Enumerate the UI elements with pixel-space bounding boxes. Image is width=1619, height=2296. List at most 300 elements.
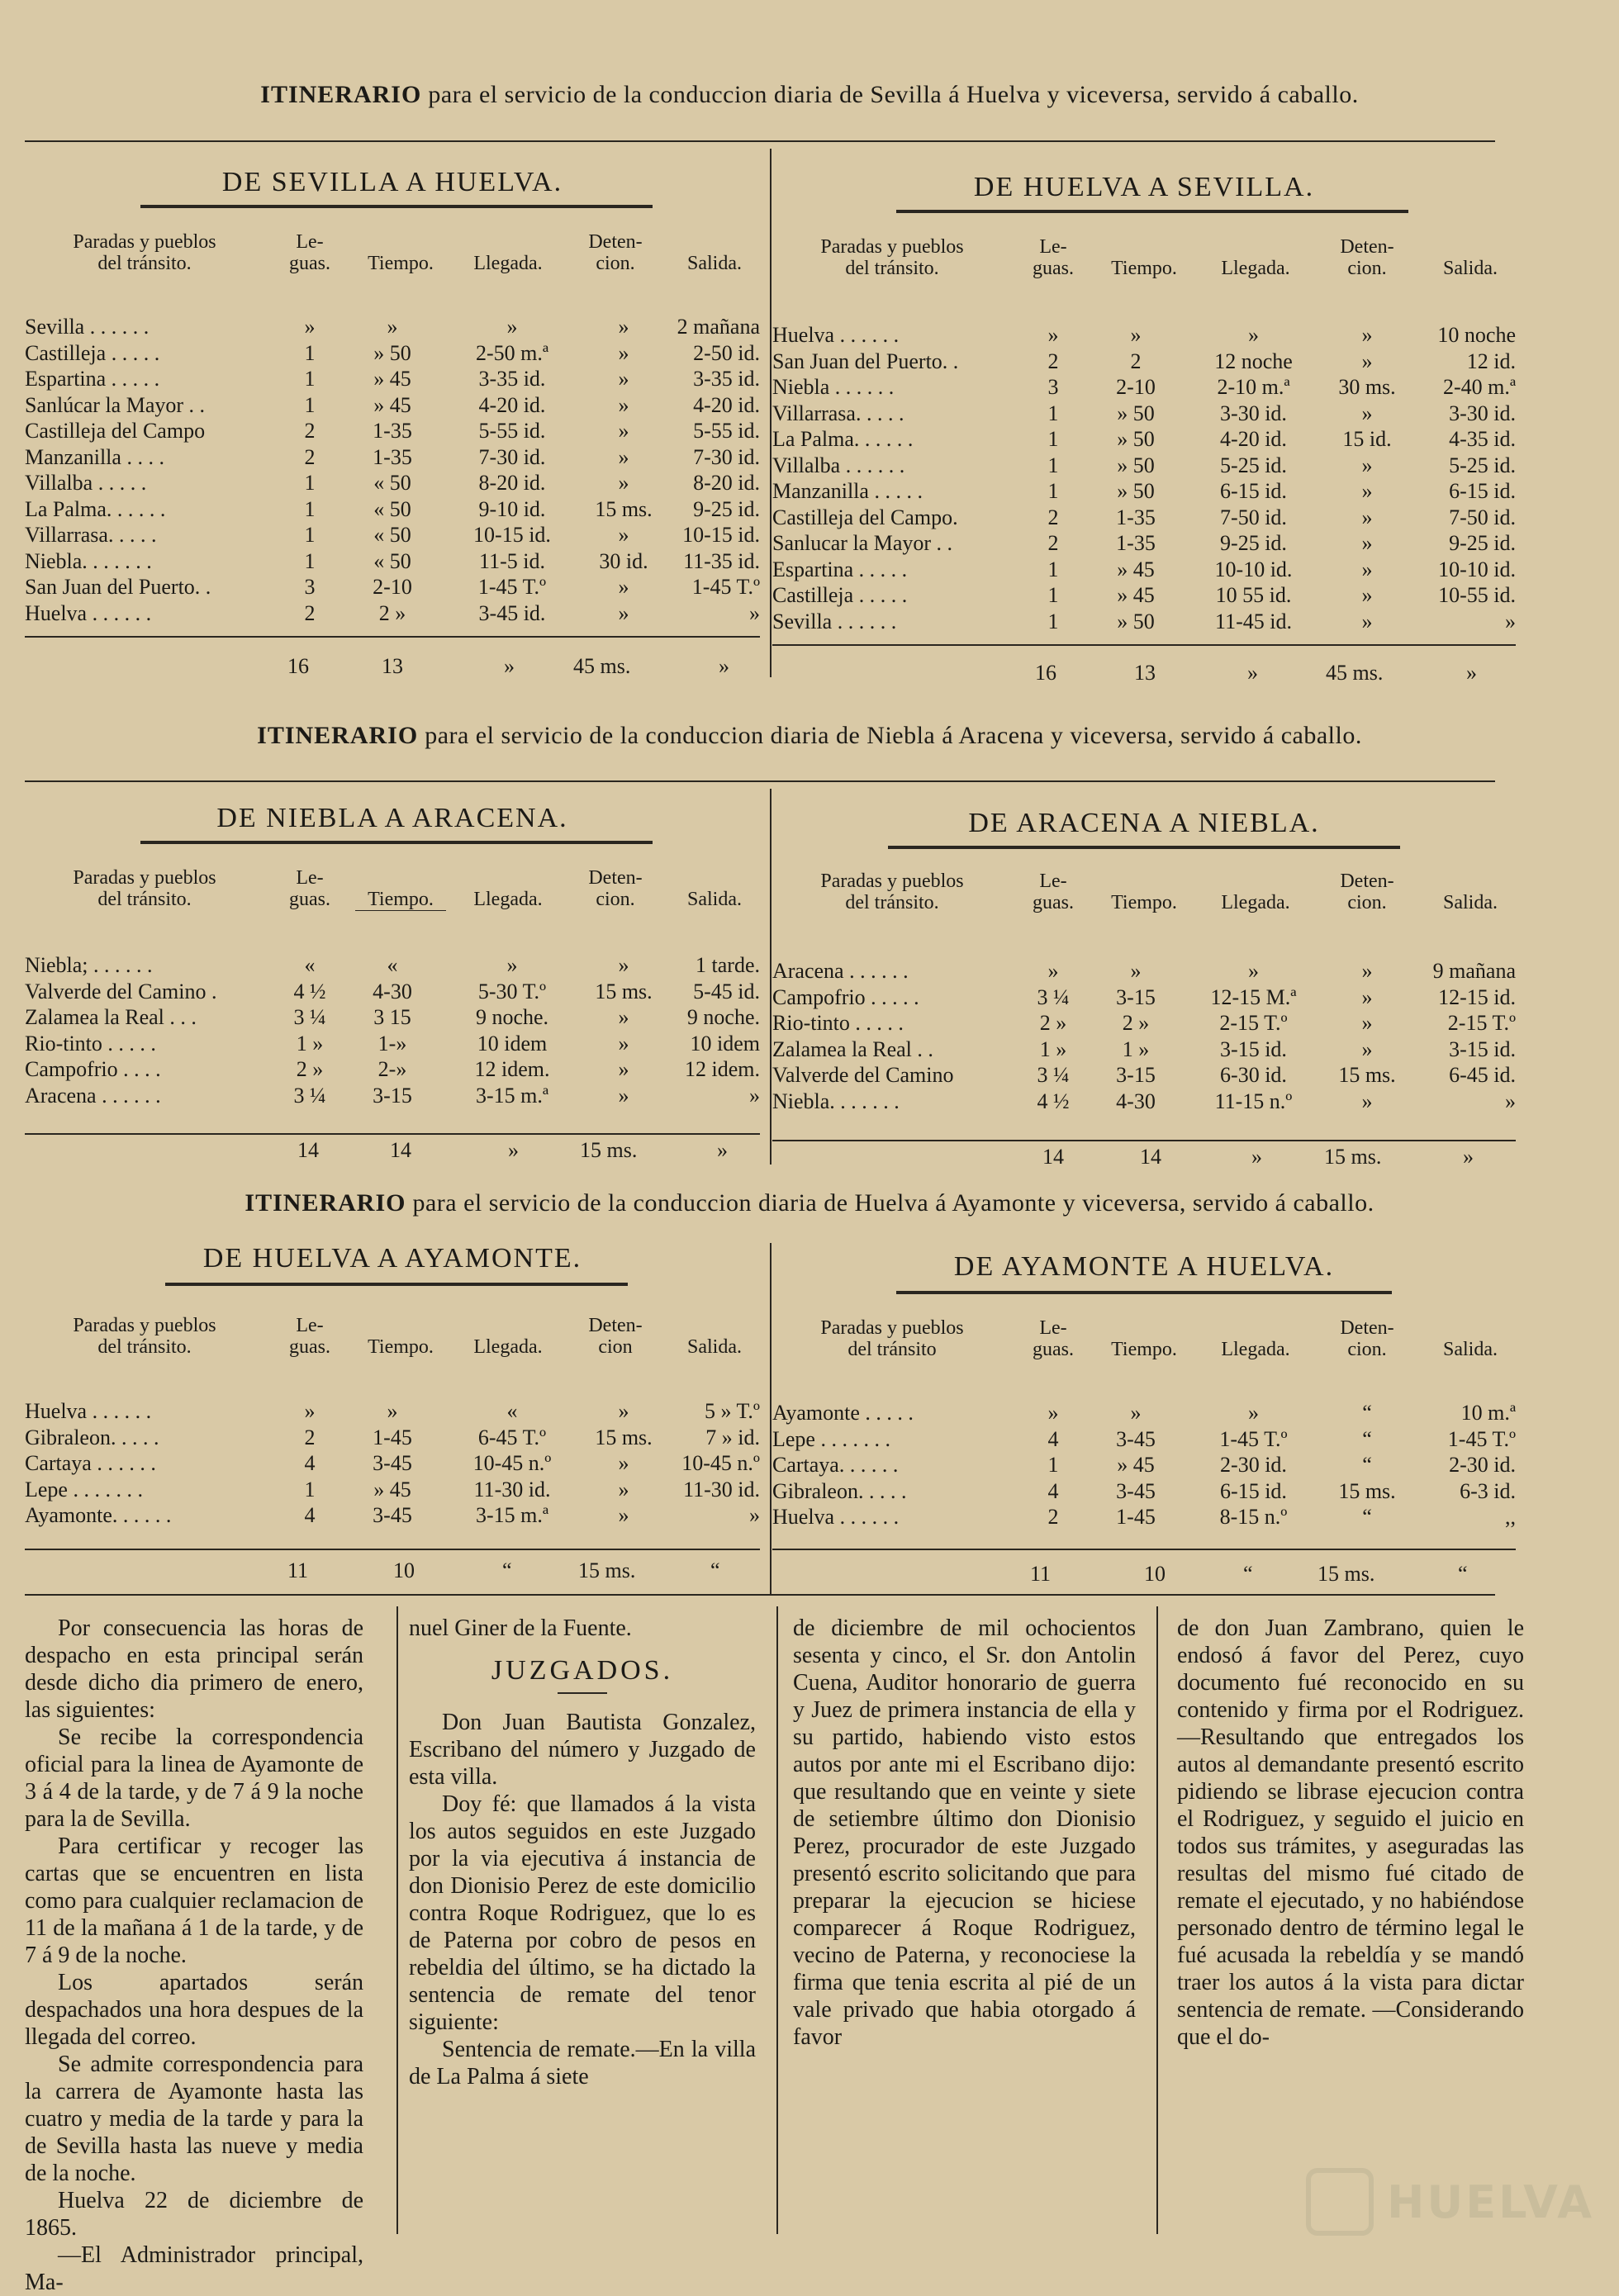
salida-cell: 4-35 id. <box>1449 427 1516 451</box>
sentence-column <box>793 1615 1136 2051</box>
detencion-cell: » <box>1361 453 1373 477</box>
detencion-cell: » <box>1361 959 1373 983</box>
table-row <box>25 340 760 367</box>
place-cell: Castilleja . . . . . <box>772 583 908 607</box>
salida-cell: 9 mañana <box>1432 959 1516 983</box>
llegada-cell: 11-5 id. <box>479 548 545 573</box>
salida-cell: 1-45 T.º <box>691 575 760 599</box>
place-cell: Huelva . . . . . . <box>772 1505 900 1529</box>
col-head-salida: Salida. <box>687 253 742 274</box>
table-row <box>25 1477 760 1503</box>
col-head-places: Paradas y pueblos del tránsito. <box>73 231 216 274</box>
leguas-cell: 1 <box>304 340 316 365</box>
tiempo-cell: 2-» <box>377 1057 407 1081</box>
detencion-cell: » <box>618 1451 629 1475</box>
col-head-detencion: Deten- cion. <box>1340 870 1394 913</box>
col-head-llegada: Llegada. <box>473 253 543 274</box>
paragraph: Doy fé: que llamados á la vista los autos seguidos en este Juzgado por la via ejecutiva á instancia de don Dionisio Perez de este domicilio contra Roque Rodriguez, que lo es de Paterna por cobro de pesos en rebeldia del último, se ha dictado la sentencia de remate del tenor siguiente: <box>409 1791 756 2035</box>
itinerary-title <box>0 722 1619 750</box>
llegada-cell: 1-45 T.º <box>477 575 547 599</box>
column-divider <box>396 1606 398 2234</box>
leguas-cell: 4 <box>1047 1426 1059 1451</box>
llegada-cell: 8-20 id. <box>478 471 546 495</box>
heading-rule <box>140 205 653 208</box>
salida-cell: 6-45 id. <box>1449 1063 1516 1087</box>
col-head-leguas: Le- guas. <box>289 1315 330 1358</box>
table-row <box>772 1452 1516 1478</box>
leguas-cell: 1 <box>1047 401 1059 425</box>
title-prefix: ITINERARIO <box>260 81 422 108</box>
place-cell: Huelva . . . . . . <box>25 1399 152 1423</box>
salida-cell: 1 tarde. <box>696 953 760 977</box>
detencion-cell: 15 ms. <box>595 1425 653 1449</box>
tiempo-cell: 3 15 <box>373 1005 411 1029</box>
detencion-cell: » <box>618 575 629 599</box>
heading-rule <box>140 841 653 844</box>
llegada-cell: 5-25 id. <box>1220 453 1287 477</box>
salida-cell: ,, <box>1505 1505 1516 1529</box>
tiempo-cell: 1 » <box>1122 1037 1150 1061</box>
place-cell: Lepe . . . . . . . <box>772 1426 890 1451</box>
paragraph: Se admite correspondencia para la carrera de Ayamonte hasta las cuatro y media de la tarde y para la de Sevilla hasta las nueve y media de la noche. <box>25 2052 363 2186</box>
llegada-cell: 3-15 m.ª <box>475 1503 549 1527</box>
detencion-cell: » <box>618 392 629 417</box>
leguas-cell: 2 <box>1047 1505 1059 1529</box>
place-cell: Zalamea la Real . . . <box>25 1005 197 1029</box>
salida-cell: 3-30 id. <box>1449 401 1516 425</box>
llegada-cell: 8-15 n.º <box>1219 1505 1288 1529</box>
llegada-cell: 11-45 id. <box>1215 609 1292 633</box>
llegada-cell: 11-30 id. <box>473 1477 551 1501</box>
llegada-cell: 12-15 M.ª <box>1210 984 1297 1009</box>
tiempo-cell: » 50 <box>1117 609 1155 633</box>
place-cell: Castilleja . . . . . <box>25 340 160 365</box>
leguas-cell: 1 <box>1047 609 1059 633</box>
llegada-cell: » <box>506 953 518 977</box>
detencion-cell: » <box>1361 349 1373 373</box>
salida-cell: 2 mañana <box>677 315 760 339</box>
llegada-cell: 2-15 T.º <box>1219 1011 1288 1035</box>
llegada-cell: 1-45 T.º <box>1219 1426 1288 1451</box>
place-cell: Niebla . . . . . . <box>772 375 895 399</box>
title-prefix: ITINERARIO <box>257 722 419 749</box>
detencion-cell: 15 id. <box>1342 427 1392 451</box>
tiempo-cell: 3-45 <box>373 1451 412 1475</box>
tiempo-cell: » <box>1130 959 1142 983</box>
table-row <box>25 1056 760 1083</box>
table-row <box>772 958 1516 984</box>
totals-rule <box>25 1133 760 1135</box>
tiempo-cell: 3-45 <box>373 1503 412 1527</box>
detencion-cell: » <box>618 1503 629 1527</box>
col-head-leguas: Le- guas. <box>289 867 330 910</box>
total-llegada: » <box>508 1138 519 1162</box>
leguas-cell: 4 <box>304 1503 316 1527</box>
tiempo-cell: » <box>1130 1401 1142 1425</box>
place-cell: Campofrio . . . . <box>25 1057 161 1081</box>
col-head-places: Paradas y pueblos del tránsito. <box>820 870 964 913</box>
col-head-tiempo: Tiempo. <box>368 1336 434 1358</box>
total-salida: “ <box>1458 1562 1468 1586</box>
llegada-cell: 7-50 id. <box>1220 505 1287 529</box>
leguas-cell: 1 <box>1047 583 1059 607</box>
salida-cell: » <box>749 1083 760 1108</box>
llegada-cell: 3-45 id. <box>478 600 546 625</box>
detencion-cell: » <box>1361 323 1373 347</box>
leguas-cell: 2 <box>1047 531 1059 555</box>
table-row <box>25 1425 760 1451</box>
leguas-cell: 1 <box>304 471 316 495</box>
leguas-cell: 1 <box>1047 557 1059 581</box>
total-salida: » <box>1463 1145 1474 1169</box>
salida-cell: 10-10 id. <box>1438 557 1516 581</box>
salida-cell: 12 id. <box>1466 349 1516 373</box>
table-row <box>772 1062 1516 1089</box>
col-head-llegada: Llegada. <box>473 1336 543 1358</box>
salida-cell: 10-15 id. <box>682 523 760 547</box>
table-row <box>25 548 760 575</box>
leguas-cell: 4 <box>304 1451 316 1475</box>
place-cell: Castilleja del Campo. <box>772 505 958 529</box>
place-cell: Rio-tinto . . . . . <box>25 1031 156 1055</box>
col-head-leguas: Le- guas. <box>1033 236 1074 279</box>
col-head-detencion: Deten- cion <box>588 1315 643 1358</box>
detencion-cell: » <box>618 523 629 547</box>
archive-logo-icon <box>1306 2168 1374 2236</box>
table-row <box>772 1037 1516 1063</box>
salida-cell: 6-15 id. <box>1449 479 1516 503</box>
section-heading: JUZGADOS. <box>491 1655 674 1686</box>
table-row <box>25 522 760 548</box>
col-head-detencion: Deten- cion. <box>588 867 643 910</box>
table-row <box>25 979 760 1005</box>
detencion-cell: “ <box>1362 1401 1372 1425</box>
table-row <box>772 453 1516 479</box>
salida-cell: 2-30 id. <box>1449 1453 1516 1477</box>
detencion-cell: 30 id. <box>599 548 648 573</box>
total-salida: » <box>1466 661 1477 685</box>
total-detencion: 45 ms. <box>573 654 631 678</box>
watermark-text: HUELVA <box>1387 2175 1594 2228</box>
table-row <box>772 1400 1516 1426</box>
place-cell: San Juan del Puerto. . <box>25 575 211 599</box>
tiempo-cell: 1-35 <box>373 444 412 469</box>
col-head-salida: Salida. <box>1443 1339 1498 1360</box>
table-row <box>25 444 760 471</box>
tiempo-cell: » 50 <box>1117 453 1155 477</box>
salida-cell: 7-30 id. <box>693 444 760 469</box>
total-leguas: 11 <box>1030 1562 1052 1586</box>
salida-cell: 11-30 id. <box>683 1477 760 1501</box>
tiempo-cell: « 50 <box>373 496 411 521</box>
table-row <box>25 1031 760 1057</box>
continuation: nuel Giner de la Fuente. <box>409 1615 632 1641</box>
total-salida: » <box>717 1138 728 1162</box>
place-cell: Sevilla . . . . . . <box>25 315 150 339</box>
leguas-cell: 2 <box>304 419 316 443</box>
col-head-llegada: Llegada. <box>1221 258 1290 279</box>
itinerary-table <box>772 1400 1516 1530</box>
tiempo-cell: 1-35 <box>373 419 412 443</box>
tiempo-cell: » <box>1130 323 1142 347</box>
llegada-cell: 2-50 m.ª <box>475 340 549 365</box>
table-row <box>772 426 1516 453</box>
col-head-leguas: Le- guas. <box>1033 1317 1074 1360</box>
place-cell: Valverde del Camino . <box>25 979 217 1003</box>
leguas-cell: » <box>304 1399 316 1423</box>
leguas-cell: 4 <box>1047 1478 1059 1503</box>
detencion-cell: » <box>1361 1011 1373 1035</box>
salida-cell: 9-25 id. <box>1449 531 1516 555</box>
table-row <box>772 349 1516 375</box>
total-llegada: » <box>1247 661 1258 685</box>
llegada-cell: 4-20 id. <box>478 392 546 417</box>
place-cell: Campofrio . . . . . <box>772 984 919 1009</box>
detencion-cell: » <box>618 367 629 391</box>
place-cell: Gibraleon. . . . . <box>25 1425 159 1449</box>
llegada-cell: 3-35 id. <box>478 367 546 391</box>
col-head-tiempo: Tiempo. <box>368 253 434 274</box>
tiempo-cell: » 45 <box>1117 557 1155 581</box>
salida-cell: 6-3 id. <box>1460 1478 1516 1503</box>
llegada-cell: 7-30 id. <box>478 444 546 469</box>
col-head-detencion: Deten- cion. <box>1340 236 1394 279</box>
col-head-llegada: Llegada. <box>1221 1339 1290 1360</box>
llegada-cell: 6-45 T.º <box>477 1425 547 1449</box>
table-row <box>25 470 760 496</box>
leguas-cell: 3 ¼ <box>1037 984 1070 1009</box>
total-detencion: 45 ms. <box>1326 661 1384 685</box>
llegada-cell: 6-15 id. <box>1220 1478 1287 1503</box>
paragraph: Por consecuencia las horas de despacho en esta principal serán desde dicho dia primero de enero, las siguientes: <box>25 1615 363 1723</box>
detencion-cell: 30 ms. <box>1338 375 1396 399</box>
leguas-cell: 2 <box>1047 505 1059 529</box>
paragraph: Los apartados serán despachados una hora despues de la llegada del correo. <box>25 1970 363 2050</box>
llegada-cell: 9 noche. <box>475 1005 549 1029</box>
leguas-cell: 3 <box>304 575 316 599</box>
place-cell: Manzanilla . . . . <box>25 444 164 469</box>
llegada-cell: 10 55 id. <box>1215 583 1292 607</box>
title-rest: para el servicio de la conduccion diaria de Niebla á Aracena y viceversa, servido á caballo. <box>425 722 1362 749</box>
detencion-cell: » <box>1361 583 1373 607</box>
total-leguas: 14 <box>1042 1145 1064 1169</box>
total-salida: “ <box>710 1558 720 1582</box>
llegada-cell: 3-30 id. <box>1220 401 1287 425</box>
salida-cell: 1-45 T.º <box>1447 1426 1516 1451</box>
detencion-cell: 15 ms. <box>595 979 653 1003</box>
tiempo-cell: » 50 <box>373 340 411 365</box>
tiempo-cell: 1-45 <box>373 1425 412 1449</box>
place-cell: Sanlucar la Mayor . . <box>772 531 953 555</box>
table-row <box>772 401 1516 427</box>
tiempo-cell: 4-30 <box>1116 1089 1156 1113</box>
llegada-cell: » <box>1248 323 1259 347</box>
block-heading: DE AYAMONTE A HUELVA. <box>953 1251 1335 1282</box>
itinerary-block <box>772 785 1516 1169</box>
col-head-salida: Salida. <box>687 889 742 910</box>
table-row <box>772 1478 1516 1505</box>
place-cell: Villarrasa. . . . . <box>772 401 904 425</box>
totals-rule <box>772 1549 1516 1550</box>
salida-cell: 2-40 m.ª <box>1442 375 1516 399</box>
leguas-cell: » <box>1047 323 1059 347</box>
leguas-cell: 2 » <box>296 1057 324 1081</box>
col-head-places: Paradas y pueblos del tránsito. <box>73 1315 216 1358</box>
tiempo-cell: 3-15 <box>373 1083 412 1108</box>
table-row <box>25 392 760 419</box>
paragraph: de diciembre de mil ochocientos sesenta y cinco, el Sr. don Antolin Cuena, Auditor honorario de guerra y Juez de primera instancia de ella y su partido, habiendo visto estos autos por ante mi el Escribano dijo: que resultando que en veinte y siete de setiembre último don Dionisio Perez, procurador de este Juzgado presentó escrito solicitando que para preparar la ejecucion se hiciese comparecer á Roque Rodriguez, vecino de Paterna, y reconociese la firma que tenia escrita al pié de un vale privado que habia otorgado á favor <box>793 1615 1136 2050</box>
llegada-cell: 10 idem <box>477 1031 548 1055</box>
salida-cell: 11-35 id. <box>683 548 760 573</box>
divider <box>25 780 1495 782</box>
llegada-cell: « <box>506 1399 518 1423</box>
title-rest: para el servicio de la conduccion diaria de Sevilla á Huelva y viceversa, servido á caballo. <box>428 81 1359 108</box>
detencion-cell: » <box>618 1031 629 1055</box>
salida-cell: 5-25 id. <box>1449 453 1516 477</box>
place-cell: Cartaya. . . . . . <box>772 1453 899 1477</box>
table-row <box>772 1426 1516 1453</box>
total-leguas: 14 <box>297 1138 319 1162</box>
leguas-cell: 1 <box>304 496 316 521</box>
total-tiempo: 14 <box>1140 1145 1161 1169</box>
salida-cell: 8-20 id. <box>693 471 760 495</box>
column-divider <box>770 789 772 1165</box>
title-rest: para el servicio de la conduccion diaria de Huelva á Ayamonte y viceversa, servido á caballo. <box>412 1189 1374 1217</box>
table-row <box>25 1502 760 1529</box>
table-row <box>25 418 760 444</box>
leguas-cell: 1 <box>1047 479 1059 503</box>
salida-cell: 10-45 n.º <box>681 1451 760 1475</box>
llegada-cell: 12 noche <box>1214 349 1293 373</box>
salida-cell: 10 idem <box>690 1031 760 1055</box>
leguas-cell: 4 ½ <box>293 979 326 1003</box>
paragraph: Don Juan Bautista Gonzalez, Escribano del número y Juzgado de esta villa. <box>409 1710 756 1790</box>
place-cell: Huelva . . . . . . <box>25 600 152 625</box>
place-cell: Espartina . . . . . <box>25 367 160 391</box>
paragraph: Para certificar y recoger las cartas que se encuentren en lista como para cualquier reclamacion de 11 de la mañana á 1 de la tarde, y de 7 á 9 de la noche. <box>25 1833 363 1968</box>
detencion-cell: » <box>618 471 629 495</box>
tiempo-cell: 3-15 <box>1116 1063 1156 1087</box>
place-cell: Sevilla . . . . . . <box>772 609 897 633</box>
total-leguas: 16 <box>287 654 309 678</box>
place-cell: Gibraleon. . . . . <box>772 1478 907 1503</box>
col-head-llegada: Llegada. <box>1221 892 1290 913</box>
detencion-cell: » <box>618 600 629 625</box>
total-leguas: 16 <box>1035 661 1056 685</box>
detencion-cell: “ <box>1362 1426 1372 1451</box>
total-llegada: “ <box>502 1558 512 1582</box>
place-cell: La Palma. . . . . . <box>772 427 914 451</box>
salida-cell: » <box>749 1503 760 1527</box>
leguas-cell: 1 <box>304 1477 316 1501</box>
leguas-cell: 3 ¼ <box>293 1005 326 1029</box>
llegada-cell: 2-30 id. <box>1220 1453 1287 1477</box>
totals-rule <box>25 1549 760 1550</box>
tiempo-cell: » <box>387 1399 398 1423</box>
tiempo-cell: » 45 <box>1117 1453 1155 1477</box>
tiempo-cell: 2 » <box>1122 1011 1150 1035</box>
itinerary-block <box>772 149 1516 685</box>
salida-cell: 9 noche. <box>686 1005 760 1029</box>
llegada-cell: 3-15 id. <box>1220 1037 1287 1061</box>
heading-rule <box>896 210 1408 213</box>
place-cell: Aracena . . . . . . <box>25 1083 161 1108</box>
table-row <box>772 1504 1516 1530</box>
salida-cell: 12 idem. <box>685 1057 760 1081</box>
leguas-cell: 1 <box>304 523 316 547</box>
table-row <box>772 322 1516 349</box>
salida-cell: » <box>1505 609 1516 633</box>
tiempo-cell: 2 <box>1130 349 1142 373</box>
place-cell: Valverde del Camino <box>772 1063 954 1087</box>
llegada-cell: 9-25 id. <box>1220 531 1287 555</box>
table-row <box>772 530 1516 557</box>
tiempo-cell: 1-35 <box>1116 531 1156 555</box>
place-cell: Zalamea la Real . . <box>772 1037 933 1061</box>
salida-cell: 10 m.ª <box>1460 1401 1516 1425</box>
col-head-tiempo: Tiempo. <box>355 889 446 911</box>
itinerary-block <box>772 1235 1516 1598</box>
llegada-cell: 6-30 id. <box>1220 1063 1287 1087</box>
total-detencion: 15 ms. <box>578 1558 636 1582</box>
col-head-salida: Salida. <box>687 1336 742 1358</box>
place-cell: Niebla. . . . . . . <box>772 1089 900 1113</box>
tiempo-cell: 1-35 <box>1116 505 1156 529</box>
llegada-cell: 10-10 id. <box>1214 557 1293 581</box>
col-head-detencion: Deten- cion. <box>588 231 643 274</box>
leguas-cell: « <box>304 953 316 977</box>
detencion-cell: » <box>1361 1037 1373 1061</box>
block-heading: DE ARACENA A NIEBLA. <box>968 808 1320 838</box>
signature-line: —El Administrador principal, Ma- <box>25 2242 363 2295</box>
tiempo-cell: 3-45 <box>1116 1478 1156 1503</box>
block-heading: DE HUELVA A AYAMONTE. <box>202 1243 582 1274</box>
total-tiempo: 10 <box>393 1558 415 1582</box>
leguas-cell: 1 » <box>296 1031 324 1055</box>
leguas-cell: 1 » <box>1039 1037 1067 1061</box>
table-row <box>25 1004 760 1031</box>
leguas-cell: 4 ½ <box>1037 1089 1070 1113</box>
place-cell: Niebla. . . . . . . <box>25 548 152 573</box>
leguas-cell: 1 <box>304 548 316 573</box>
paragraph: Sentencia de remate.—En la villa de La Palma á siete <box>409 2037 756 2090</box>
llegada-cell: » <box>506 315 518 339</box>
table-row <box>772 984 1516 1011</box>
leguas-cell: 3 <box>1047 375 1059 399</box>
total-detencion: 15 ms. <box>580 1138 638 1162</box>
salida-cell: 5 » T.º <box>704 1399 760 1423</box>
salida-cell: 10 noche <box>1437 323 1516 347</box>
salida-cell: 2-15 T.º <box>1447 1011 1516 1035</box>
place-cell: La Palma. . . . . . <box>25 496 166 521</box>
llegada-cell: 5-55 id. <box>478 419 546 443</box>
total-detencion: 15 ms. <box>1318 1562 1375 1586</box>
table-row <box>25 600 760 627</box>
place-cell: Ayamonte. . . . . . <box>25 1503 172 1527</box>
tiempo-cell: » 50 <box>1117 401 1155 425</box>
table-row <box>25 574 760 600</box>
col-head-tiempo: Tiempo. <box>1111 258 1177 279</box>
block-heading: DE NIEBLA A ARACENA. <box>216 803 568 833</box>
column-divider <box>770 149 772 677</box>
leguas-cell: » <box>1047 1401 1059 1425</box>
place-cell: Huelva . . . . . . <box>772 323 900 347</box>
total-tiempo: 10 <box>1144 1562 1166 1586</box>
table-row <box>772 1089 1516 1115</box>
col-head-leguas: Le- guas. <box>289 231 330 274</box>
leguas-cell: 2 <box>304 444 316 469</box>
tiempo-cell: » 50 <box>1117 479 1155 503</box>
